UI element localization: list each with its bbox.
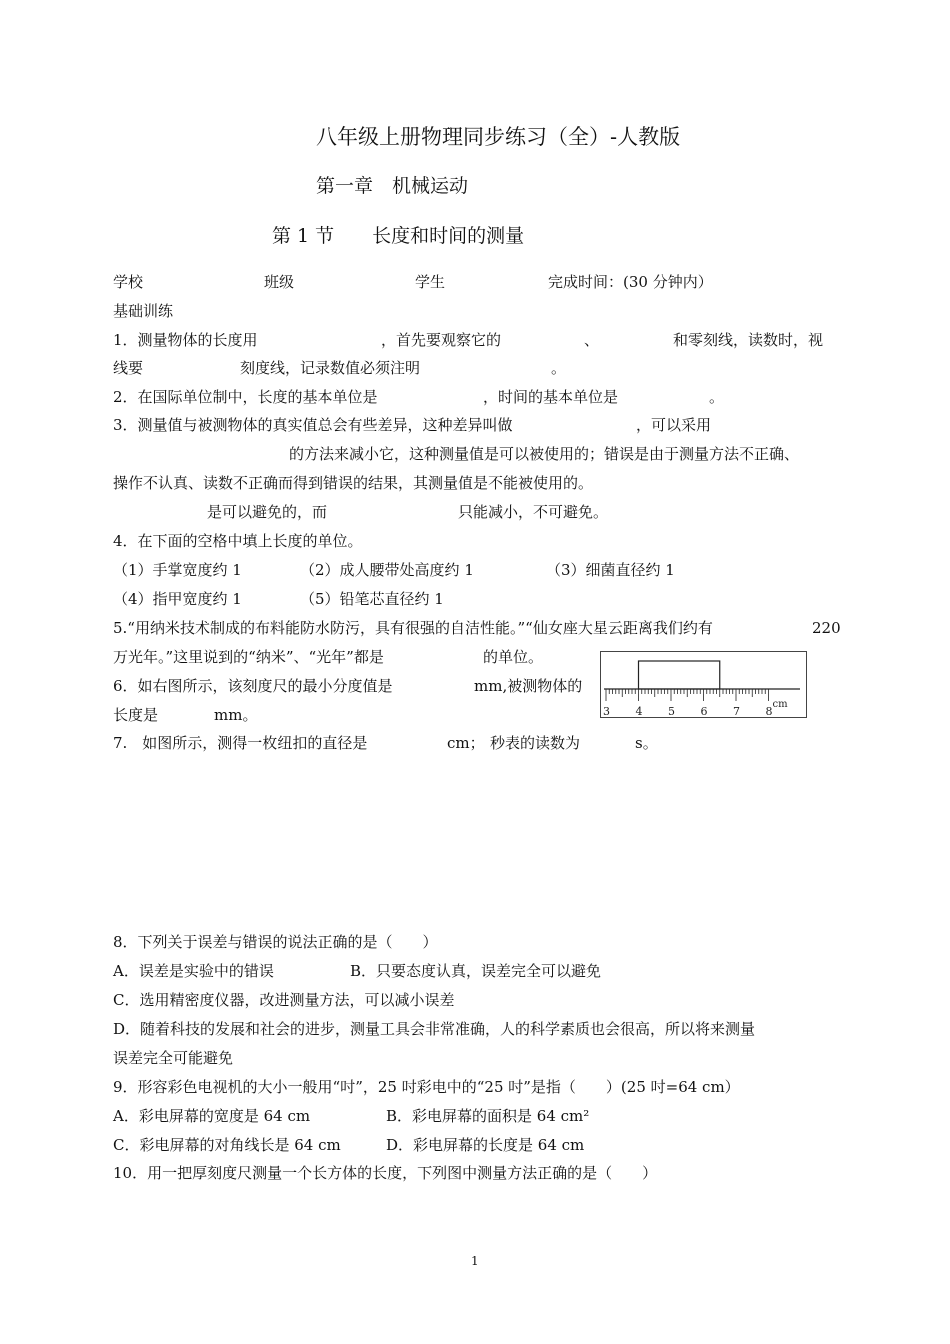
q3-text: 3．测量值与被测物体的真实值总会有些差异，这种差异叫做: [113, 416, 513, 434]
ruler-figure: [600, 651, 807, 718]
ruler-number: 7: [733, 705, 740, 718]
q5-text: 万光年。”这里说到的“纳米”、“光年”都是: [113, 648, 384, 666]
measured-object: [639, 661, 720, 689]
q4-item: （3）细菌直径约 1: [546, 561, 675, 579]
q1-text: 。: [551, 359, 567, 377]
q6-text: mm,被测物体的: [474, 677, 583, 695]
q1-text: 刻度线，记录数值必须注明: [240, 359, 421, 377]
q6-text: mm。: [214, 706, 258, 724]
ruler-number: 8: [765, 705, 773, 718]
q3-text: 只能减小，不可避免。: [458, 503, 609, 521]
section-title: 第 1 节 长度和时间的测量: [272, 225, 525, 247]
ruler-number: 6: [700, 705, 708, 718]
class-label: 班级: [264, 273, 295, 291]
q8-option-a: A．误差是实验中的错误: [113, 962, 274, 980]
q9-option-a: A．彩电屏幕的宽度是 64 cm: [113, 1107, 311, 1125]
category-heading: 基础训练: [113, 302, 174, 320]
q8-stem: 8．下列关于误差与错误的说法正确的是（ ）: [113, 933, 438, 951]
q8-option-b: B．只要态度认真，误差完全可以避免: [350, 962, 602, 980]
q5-text: 5.“用纳米技术制成的布料能防水防污，具有很强的自洁性能。”“仙女座大星云距离我们约有: [113, 619, 713, 637]
q10-stem: 10．用一把厚刻度尺测量一个长方体的长度，下列图中测量方法正确的是（ ）: [113, 1164, 658, 1182]
q1-text: 线要: [113, 359, 144, 377]
q7-text: 7. 如图所示，测得一枚纽扣的直径是: [113, 734, 368, 752]
q9-stem: 9．形容彩色电视机的大小一般用“吋”，25 吋彩电中的“25 吋”是指（ ）(25 吋=64 cm）: [113, 1078, 740, 1096]
page-title: 八年级上册物理同步练习（全）-人教版: [316, 125, 681, 149]
q4-stem: 4．在下面的空格中填上长度的单位。: [113, 532, 363, 550]
q5-text: 的单位。: [483, 648, 544, 666]
q2-text: 2．在国际单位制中，长度的基本单位是: [113, 388, 378, 406]
q7-text: s。: [635, 734, 658, 752]
q9-option-c: C．彩电屏幕的对角线长是 64 cm: [113, 1136, 341, 1154]
q4-item: （5）铅笔芯直径约 1: [300, 590, 444, 608]
q3-text: ，可以采用: [636, 416, 712, 434]
q6-text: 长度是: [113, 706, 159, 724]
ruler-number: 5: [668, 705, 675, 718]
q8-option-d: D．随着科技的发展和社会的进步，测量工具会非常准确，人的科学素质也会很高，所以将来测量: [113, 1020, 756, 1038]
page-number: 1: [471, 1254, 479, 1268]
ruler-unit: cm: [772, 699, 788, 710]
ruler-number: 4: [635, 705, 643, 718]
q2-text: ，时间的基本单位是: [483, 388, 619, 406]
q6-text: 6．如右图所示，该刻度尺的最小分度值是: [113, 677, 393, 695]
q9-option-d: D．彩电屏幕的长度是 64 cm: [386, 1136, 585, 1154]
q4-item: （4）指甲宽度约 1: [113, 590, 242, 608]
q3-text: 是可以避免的，而: [207, 503, 328, 521]
student-label: 学生: [415, 273, 446, 291]
q9-option-b: B．彩电屏幕的面积是 64 cm²: [386, 1107, 590, 1125]
q7-text: 秒表的读数为: [490, 734, 581, 752]
q5-text: 220: [812, 619, 841, 637]
q2-text: 。: [709, 388, 725, 406]
q4-item: （1）手掌宽度约 1: [113, 561, 242, 579]
q1-text: ，首先要观察它的: [381, 331, 502, 349]
q7-text: cm；: [447, 734, 485, 752]
q1-text: 1．测量物体的长度用: [113, 331, 258, 349]
q8-option-c: C．选用精密度仪器，改进测量方法，可以减小误差: [113, 991, 455, 1009]
time-label: 完成时间：(30 分钟内）: [548, 273, 713, 291]
q4-item: （2）成人腰带处高度约 1: [300, 561, 474, 579]
q3-text: 的方法来减小它，这种测量值是可以被使用的；错误是由于测量方法不正确、: [289, 445, 800, 463]
ruler-number: 3: [603, 705, 610, 718]
q3-text: 操作不认真、读数不正确而得到错误的结果，其测量值是不能被使用的。: [113, 474, 594, 492]
q1-text: 和零刻线，读数时，视: [673, 331, 824, 349]
school-label: 学校: [113, 273, 144, 291]
q8-option-d: 误差完全可能避免: [113, 1049, 234, 1067]
q1-text: 、: [584, 331, 600, 349]
chapter-title: 第一章 机械运动: [316, 175, 469, 197]
